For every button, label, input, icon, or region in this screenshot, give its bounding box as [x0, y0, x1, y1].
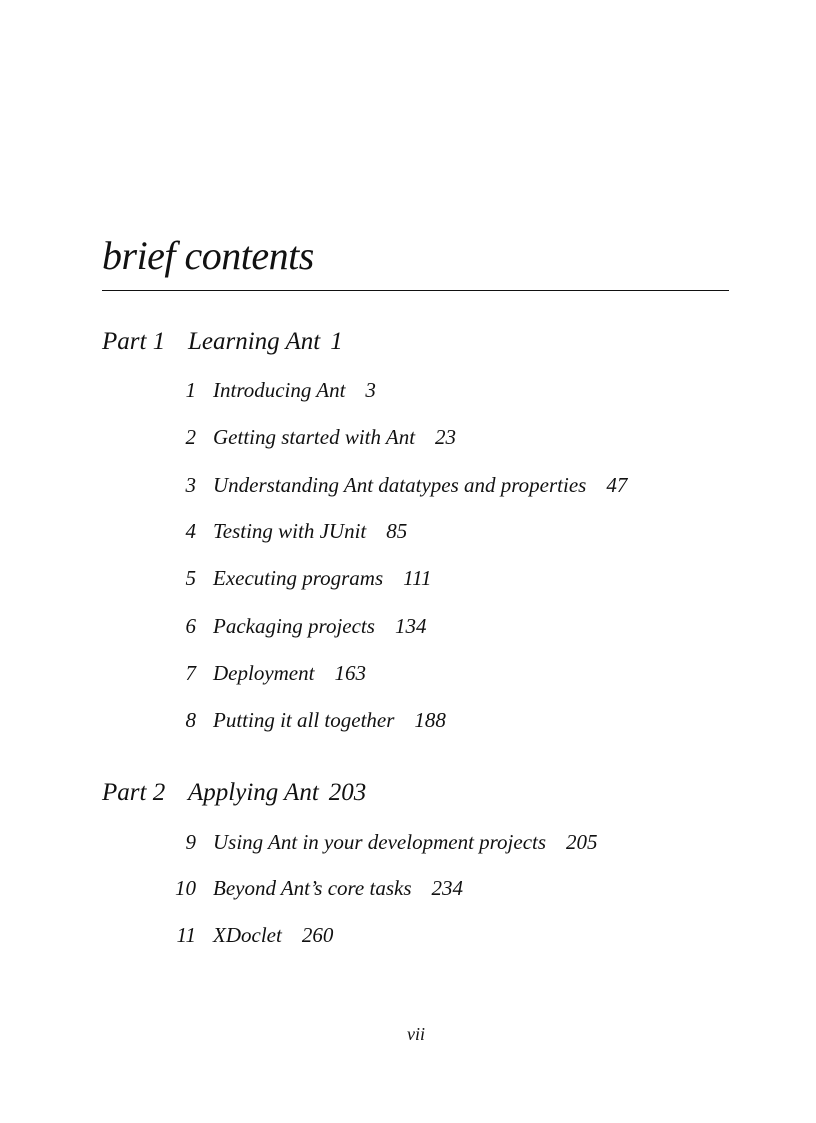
chapter-title: Using Ant in your development projects — [213, 830, 547, 854]
chapter-number: 10 — [175, 876, 196, 900]
chapter-entry — [140, 378, 376, 403]
part-title: Learning Ant — [188, 328, 321, 355]
chapter-page: 234 — [431, 876, 463, 900]
chapter-page: 23 — [435, 425, 457, 449]
chapter-number: 3 — [185, 473, 196, 497]
chapter-page: 188 — [414, 708, 446, 732]
chapter-entry — [140, 708, 446, 733]
part-label: Part 2 — [102, 779, 166, 806]
chapter-number: 2 — [185, 425, 196, 449]
chapter-entry — [140, 661, 366, 686]
chapter-title: Introducing Ant — [213, 378, 346, 402]
chapter-entry — [140, 519, 407, 544]
part-heading — [102, 779, 366, 807]
part-label: Part 1 — [102, 328, 166, 355]
chapter-number: 8 — [185, 708, 196, 732]
chapter-page: 260 — [301, 923, 334, 947]
chapter-page: 111 — [403, 566, 432, 590]
chapter-number: 6 — [185, 614, 196, 638]
chapter-page: 205 — [566, 830, 598, 854]
chapter-title: Putting it all together — [213, 708, 395, 732]
chapter-page: 85 — [386, 519, 408, 543]
chapter-page: 47 — [606, 473, 628, 497]
chapter-number: 1 — [185, 378, 196, 402]
chapter-title: Deployment — [213, 661, 315, 685]
chapter-entry — [140, 473, 627, 498]
chapter-number: 11 — [176, 923, 196, 947]
chapter-entry — [140, 923, 333, 948]
part-page: 1 — [330, 328, 343, 355]
chapter-number: 9 — [185, 830, 196, 854]
chapter-title: Getting started with Ant — [213, 425, 416, 449]
chapter-title: Packaging projects — [213, 614, 375, 638]
chapter-page: 163 — [334, 661, 366, 685]
page-number: vii — [407, 1024, 425, 1044]
chapter-entry — [140, 614, 426, 639]
chapter-number: 5 — [185, 566, 196, 590]
chapter-title: Executing programs — [213, 566, 384, 590]
chapter-entry — [140, 876, 463, 901]
chapter-page: 134 — [394, 614, 427, 638]
chapter-title: XDoclet — [213, 923, 282, 947]
part-heading — [102, 328, 343, 356]
chapter-number: 4 — [185, 519, 196, 543]
chapter-title: Understanding Ant datatypes and properties — [213, 473, 587, 497]
page-title: brief contents — [102, 233, 314, 278]
chapter-entry — [140, 425, 456, 450]
chapter-page: 3 — [365, 378, 376, 402]
chapter-entry — [140, 566, 432, 591]
title-divider — [102, 290, 729, 291]
part-title: Applying Ant — [188, 779, 319, 806]
part-page: 203 — [328, 779, 367, 806]
chapter-number: 7 — [185, 661, 196, 685]
chapter-title: Beyond Ant’s core tasks — [213, 876, 412, 900]
chapter-title: Testing with JUnit — [213, 519, 367, 543]
chapter-entry — [140, 830, 598, 855]
